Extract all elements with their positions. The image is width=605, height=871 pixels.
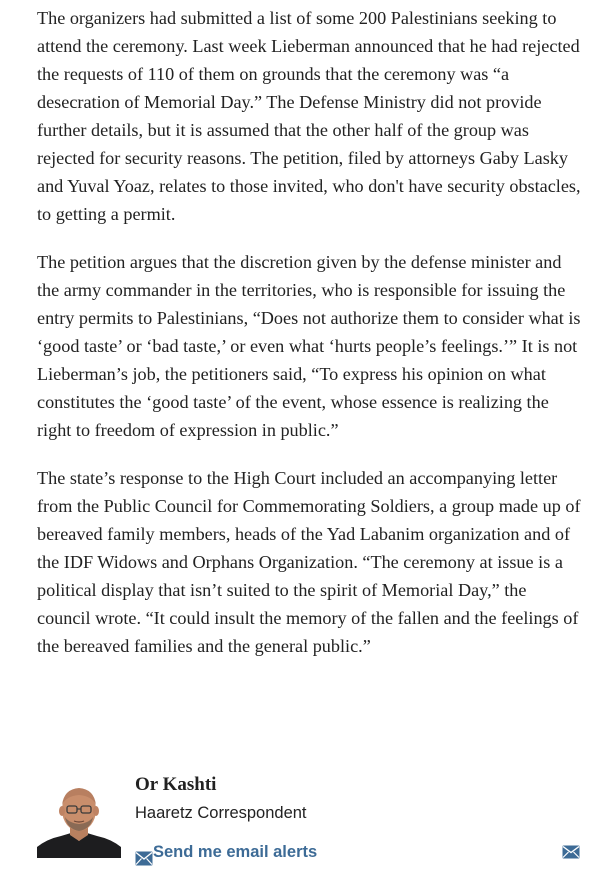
envelope-icon [135, 851, 153, 866]
article-body [37, 4, 582, 680]
email-alerts-label: Send me email alerts [153, 843, 318, 861]
author-avatar[interactable] [37, 783, 121, 858]
article-paragraph: The petition argues that the discretion given by the defense minister and the army commander in the territories, who is responsible for issuing the entry permits to Palestinians, “Does not authorize them to consider what is ‘good taste’ or ‘bad taste,’ or even what ‘hurts people’s feelings.’” It is not Lieberman’s job, the petitioners said, “To express his opinion on what constitutes the ‘good taste’ of the event, whose essence is realizing the right to freedom of expression in public.” [37, 252, 581, 440]
author-name[interactable]: Or Kashti [135, 774, 217, 795]
email-alerts-link[interactable] [135, 841, 317, 867]
author-role: Haaretz Correspondent [135, 804, 307, 822]
article-paragraph: The organizers had submitted a list of some 200 Palestinians seeking to attend the ceremony. Last week Lieberman announced that he had rejected the requests of 110 of them on grounds that the ceremony was “a desecration of Memorial Day.” The Defense Ministry did not provide further details, but it is assumed that the other half of the group was rejected for security reasons. The petition, filed by attorneys Gaby Lasky and Yuval Yoaz, relates to those invited, who don't have security obstacles, to getting a permit. [37, 8, 581, 224]
author-box [37, 772, 585, 867]
article-paragraph: The state’s response to the High Court included an accompanying letter from the Public Council for Commemorating Soldiers, a group made up of bereaved family members, heads of the Yad Labanim organization and of the IDF Widows and Orphans Organization. “The ceremony at issue is a political display that isn’t suited to the spirit of Memorial Day,” the council wrote. “It could insult the memory of the fallen and the feelings of the bereaved families and the general public.” [37, 468, 581, 656]
envelope-icon[interactable] [562, 845, 580, 859]
